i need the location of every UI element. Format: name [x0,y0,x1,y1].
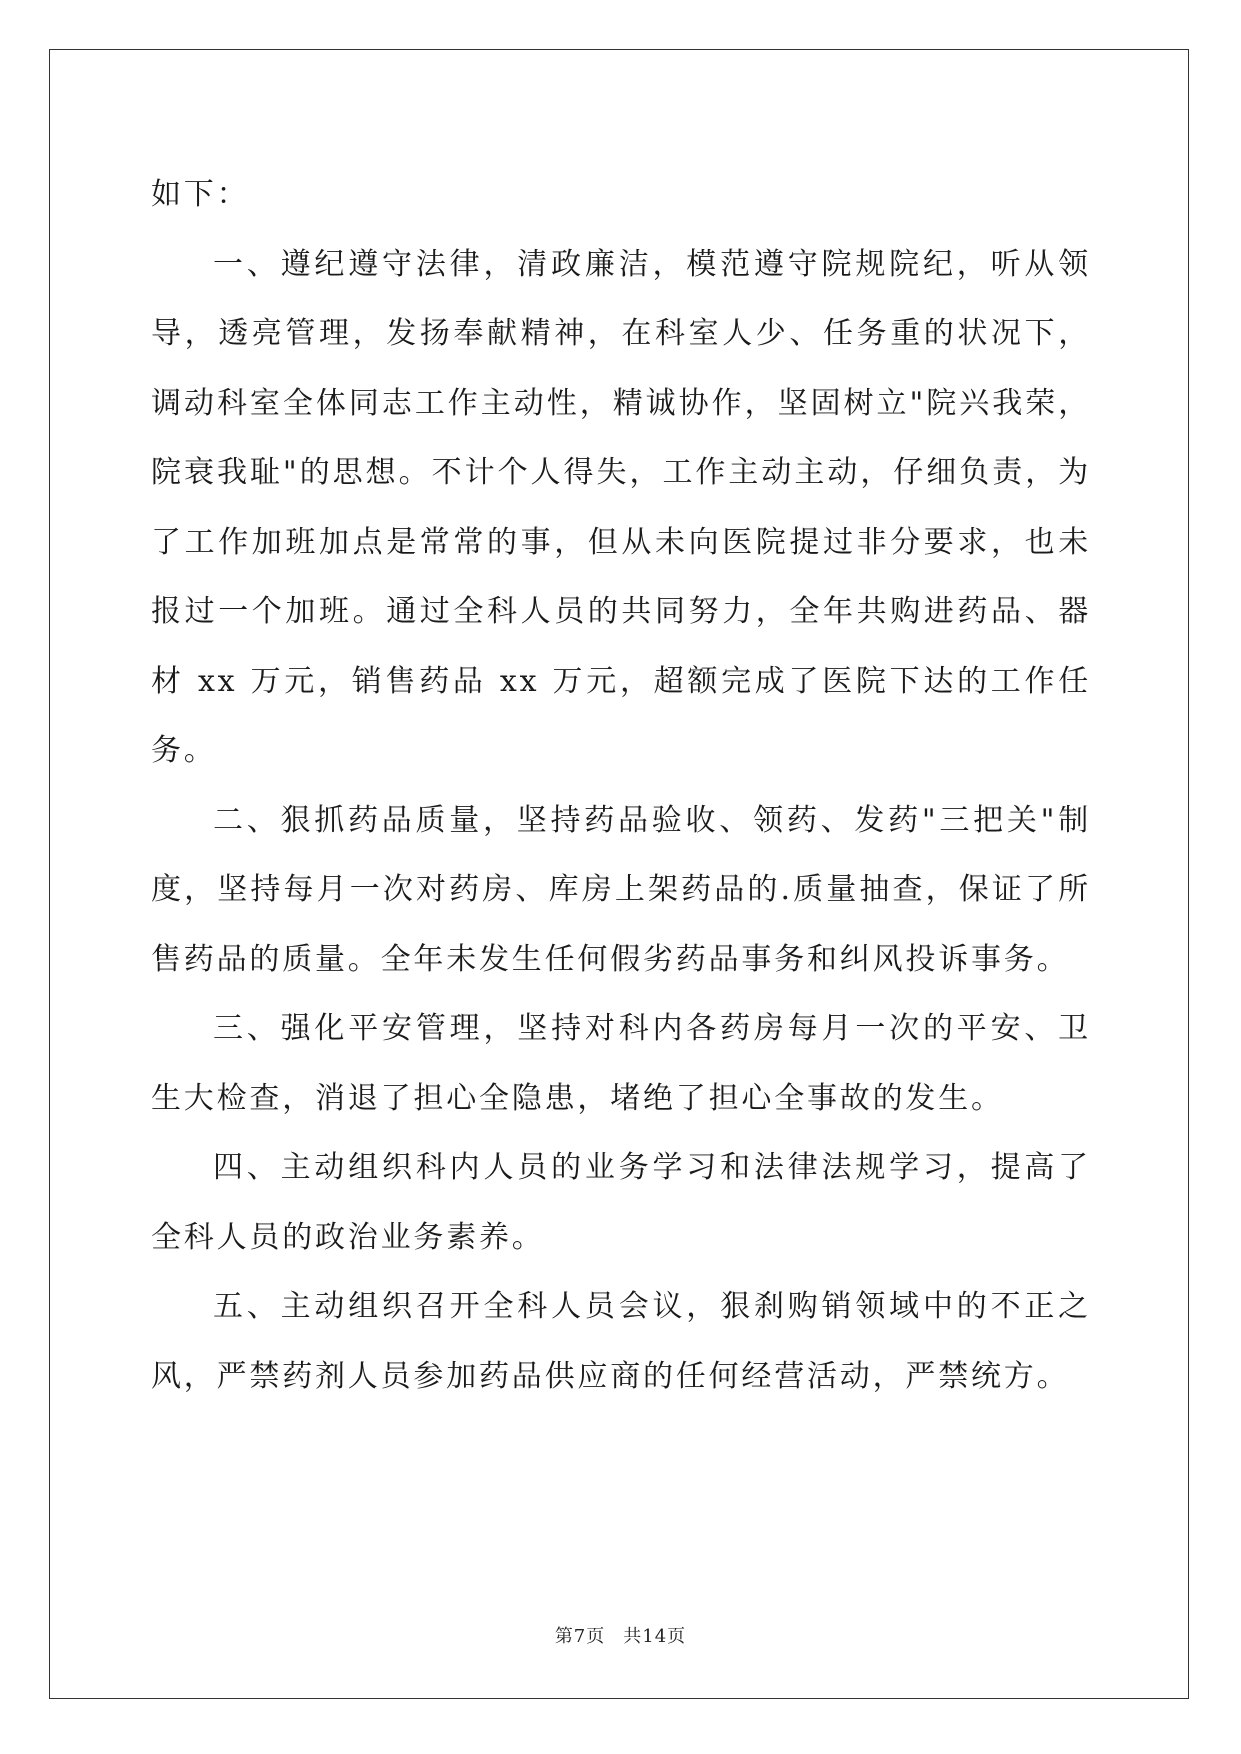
paragraph-item-1: 一、遵纪遵守法律，清政廉洁，模范遵守院规院纪，听从领导，透亮管理，发扬奉献精神，在科室人少、任务重的状况下，调动科室全体同志工作主动性，精诚协作，坚固树立"院兴我荣，院衰我耻"的思想。不计个人得失，工作主动主动，仔细负责，为了工作加班加点是常常的事，但从未向医院提过非分要求，也未报过一个加班。通过全科人员的共同努力，全年共购进药品、器材 xx 万元，销售药品 xx 万元，超额完成了医院下达的工作任务。 [151,246,1091,768]
page-number: 第7页 [554,1626,606,1647]
paragraph-intro: 如下： [151,177,250,212]
paragraph-item-2: 二、狠抓药品质量，坚持药品验收、领药、发药"三把关"制度，坚持每月一次对药房、库房上架药品的.质量抽查，保证了所售药品的质量。全年未发生任何假劣药品事务和纠风投诉事务。 [151,802,1091,977]
document-body [151,160,1091,1411]
paragraph-item-5: 五、主动组织召开全科人员会议，狠刹购销领域中的不正之风，严禁药剂人员参加药品供应商的任何经营活动，严禁统方。 [151,1289,1091,1394]
page-total: 共14页 [623,1626,687,1647]
paragraph-item-3: 三、强化平安管理，坚持对科内各药房每月一次的平安、卫生大检查，消退了担心全隐患，堵绝了担心全事故的发生。 [151,1011,1091,1116]
page-footer [0,1622,1241,1648]
paragraph-item-4: 四、主动组织科内人员的业务学习和法律法规学习，提高了全科人员的政治业务素养。 [151,1150,1091,1255]
